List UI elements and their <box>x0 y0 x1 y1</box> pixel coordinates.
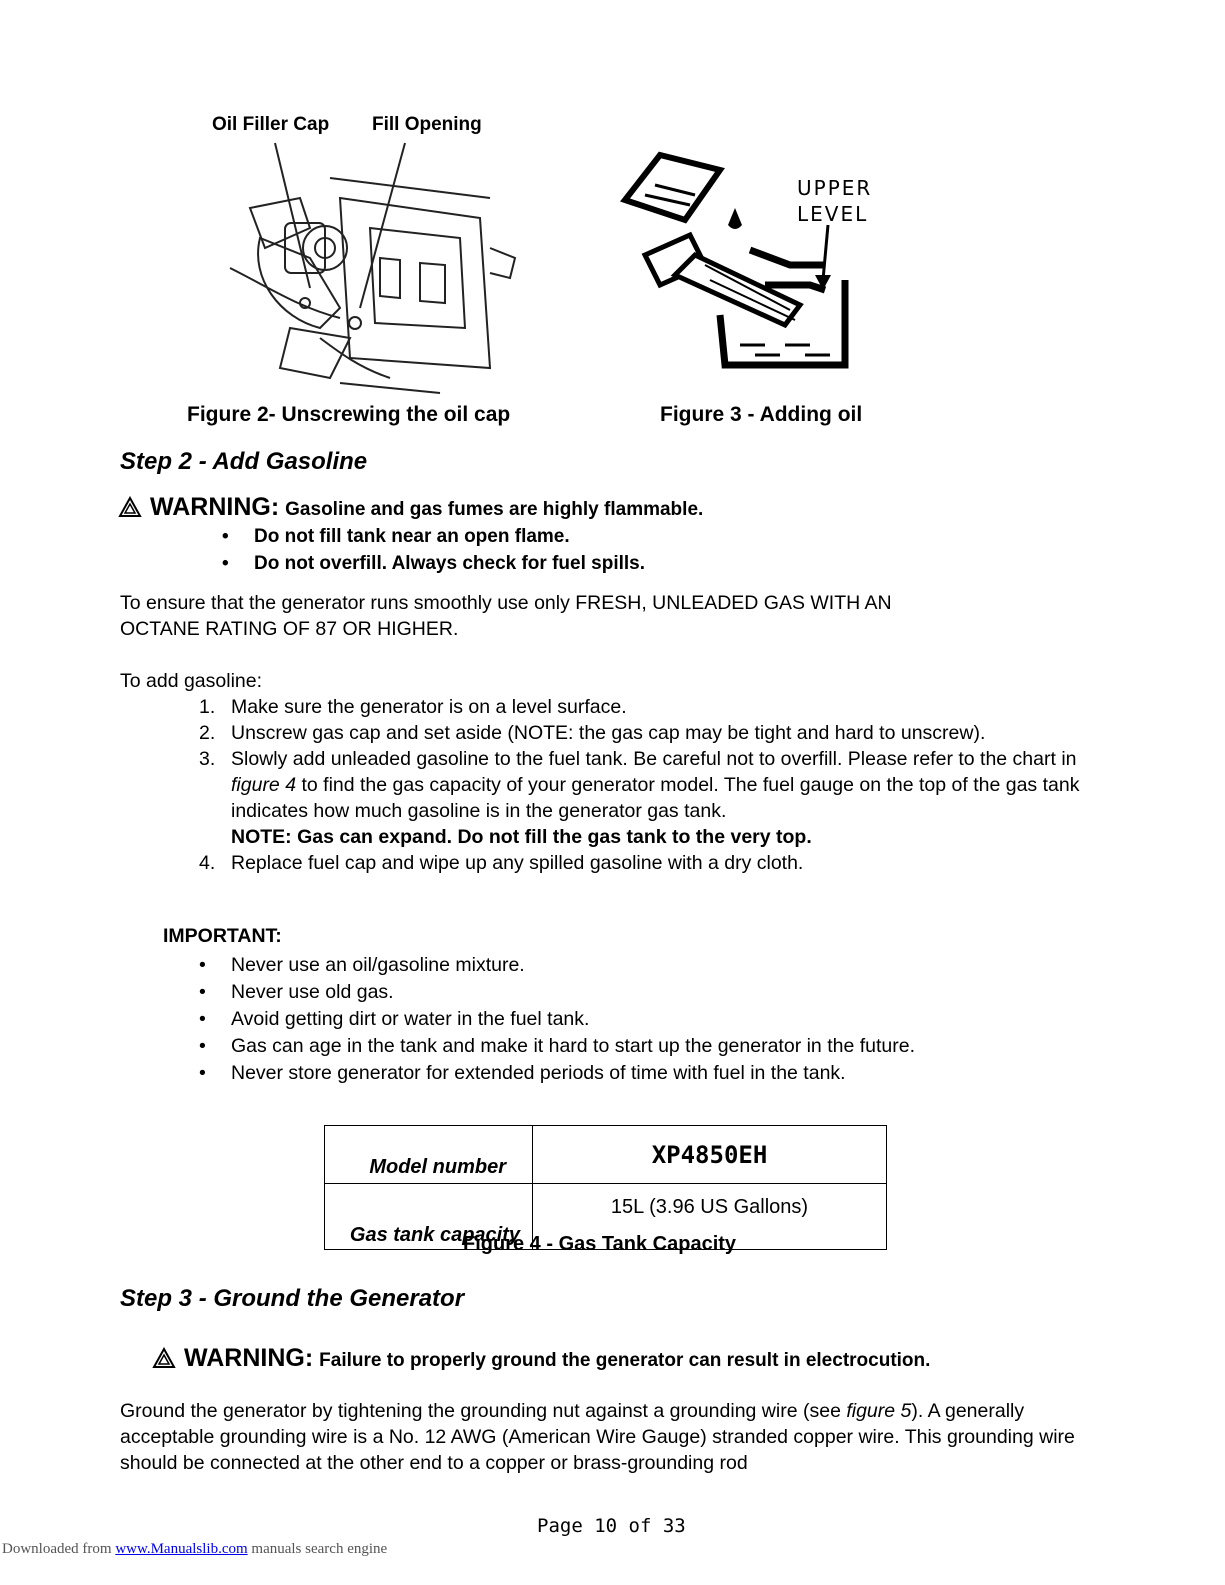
table-row <box>325 1126 887 1184</box>
upper-label: UPPER <box>797 176 873 200</box>
fill-opening-label: Fill Opening <box>372 114 482 135</box>
step-item <box>199 720 1011 746</box>
grounding-paragraph <box>120 1398 1100 1476</box>
step-2-warning <box>118 493 703 522</box>
warning-text: Gasoline and gas fumes are highly flammable. <box>285 499 704 520</box>
manualslib-link[interactable]: www.Manualslib.com <box>115 1541 248 1557</box>
step-item <box>199 746 1099 850</box>
step-2-title: Step 2 - Add Gasoline <box>120 448 368 475</box>
step-3-title: Step 3 - Ground the Generator <box>120 1285 465 1312</box>
to-add-gasoline: To add gasoline: <box>120 670 263 692</box>
warning-text: Failure to properly ground the generator can result in electrocution. <box>319 1350 931 1371</box>
step-text: Replace fuel cap and wipe up any spilled gasoline with a dry cloth. <box>231 852 804 874</box>
figure-5-reference: figure 5 <box>846 1400 912 1422</box>
search-engine-text: manuals search engine <box>251 1541 388 1557</box>
model-number-label: Model number <box>325 1126 533 1184</box>
important-bullet: • Never use old gas. <box>199 979 1099 1006</box>
download-footer <box>2 1541 387 1558</box>
figure-3-caption: Figure 3 - Adding oil <box>660 403 863 426</box>
warning-bullet: • Do not fill tank near an open flame. <box>222 523 645 550</box>
important-title: IMPORTANT: <box>163 925 282 947</box>
important-bullet: • Avoid getting dirt or water in the fuel tank. <box>199 1006 1099 1033</box>
add-gasoline-steps <box>199 694 1099 876</box>
level-label: LEVEL <box>797 202 869 226</box>
grounding-text-cont: ). A generally acceptable grounding wire is a No. 12 AWG (American Wire Gauge) stranded copper wire. This grounding wire should be connected at the other end to a copper or brass-grounding rod <box>120 1400 1075 1474</box>
important-bullet: • Never store generator for extended periods of time with fuel in the tank. <box>199 1060 1099 1087</box>
warning-icon <box>152 1347 176 1369</box>
step-number: 1. <box>199 696 216 718</box>
page-number: Page 10 of 33 <box>537 1515 686 1537</box>
figure-2 <box>190 108 530 398</box>
step-item <box>199 850 1099 876</box>
intro-paragraph <box>120 590 1120 642</box>
model-number-value: XP4850EH <box>533 1126 887 1184</box>
figure-3 <box>615 140 905 385</box>
engine-illustration <box>190 138 530 398</box>
intro-line-2: OCTANE RATING OF 87 OR HIGHER. <box>120 618 459 640</box>
warning-bullets <box>222 523 645 577</box>
step-text: Unscrew gas cap and set aside (NOTE: the gas cap may be tight and hard to unscrew). <box>231 722 986 744</box>
important-bullet: • Gas can age in the tank and make it hard to start up the generator in the future. <box>199 1033 1099 1060</box>
figure-4-caption: Figure 4 - Gas Tank Capacity <box>463 1233 737 1255</box>
warning-word: WARNING: <box>184 1344 314 1372</box>
step-number: 2. <box>199 722 216 744</box>
figure-2-caption: Figure 2- Unscrewing the oil cap <box>187 403 511 426</box>
downloaded-from-text: Downloaded from <box>2 1541 112 1557</box>
oil-filler-cap-label: Oil Filler Cap <box>212 114 330 135</box>
step-item <box>199 694 1099 720</box>
step-text-cont: to find the gas capacity of your generator model. The fuel gauge on the top of the gas tank indicates how much gasoline is in the generator gas tank. <box>231 774 1080 822</box>
grounding-text: Ground the generator by tightening the grounding nut against a grounding wire (see <box>120 1400 847 1422</box>
step-3-warning <box>152 1344 930 1373</box>
intro-line-1: To ensure that the generator runs smoothly use only FRESH, UNLEADED GAS WITH AN <box>120 592 892 614</box>
important-bullets <box>199 952 1099 1087</box>
step-number: 3. <box>199 748 216 770</box>
step-number: 4. <box>199 852 216 874</box>
step-note: NOTE: Gas can expand. Do not fill the gas tank to the very top. <box>231 826 812 848</box>
gas-tank-capacity-label: Gas tank capacity <box>325 1184 533 1250</box>
step-text: Slowly add unleaded gasoline to the fuel tank. Be careful not to overfill. Please refer to the chart in <box>231 748 1077 770</box>
step-text: Make sure the generator is on a level surface. <box>231 696 627 718</box>
gas-tank-capacity-value: 15L (3.96 US Gallons) <box>533 1184 887 1250</box>
figure-4-reference: figure 4 <box>231 774 297 796</box>
important-bullet: • Never use an oil/gasoline mixture. <box>199 952 1099 979</box>
warning-bullet: • Do not overfill. Always check for fuel spills. <box>222 550 645 577</box>
warning-icon <box>118 496 142 518</box>
gas-tank-capacity-table <box>324 1125 887 1250</box>
warning-word: WARNING: <box>150 493 280 521</box>
